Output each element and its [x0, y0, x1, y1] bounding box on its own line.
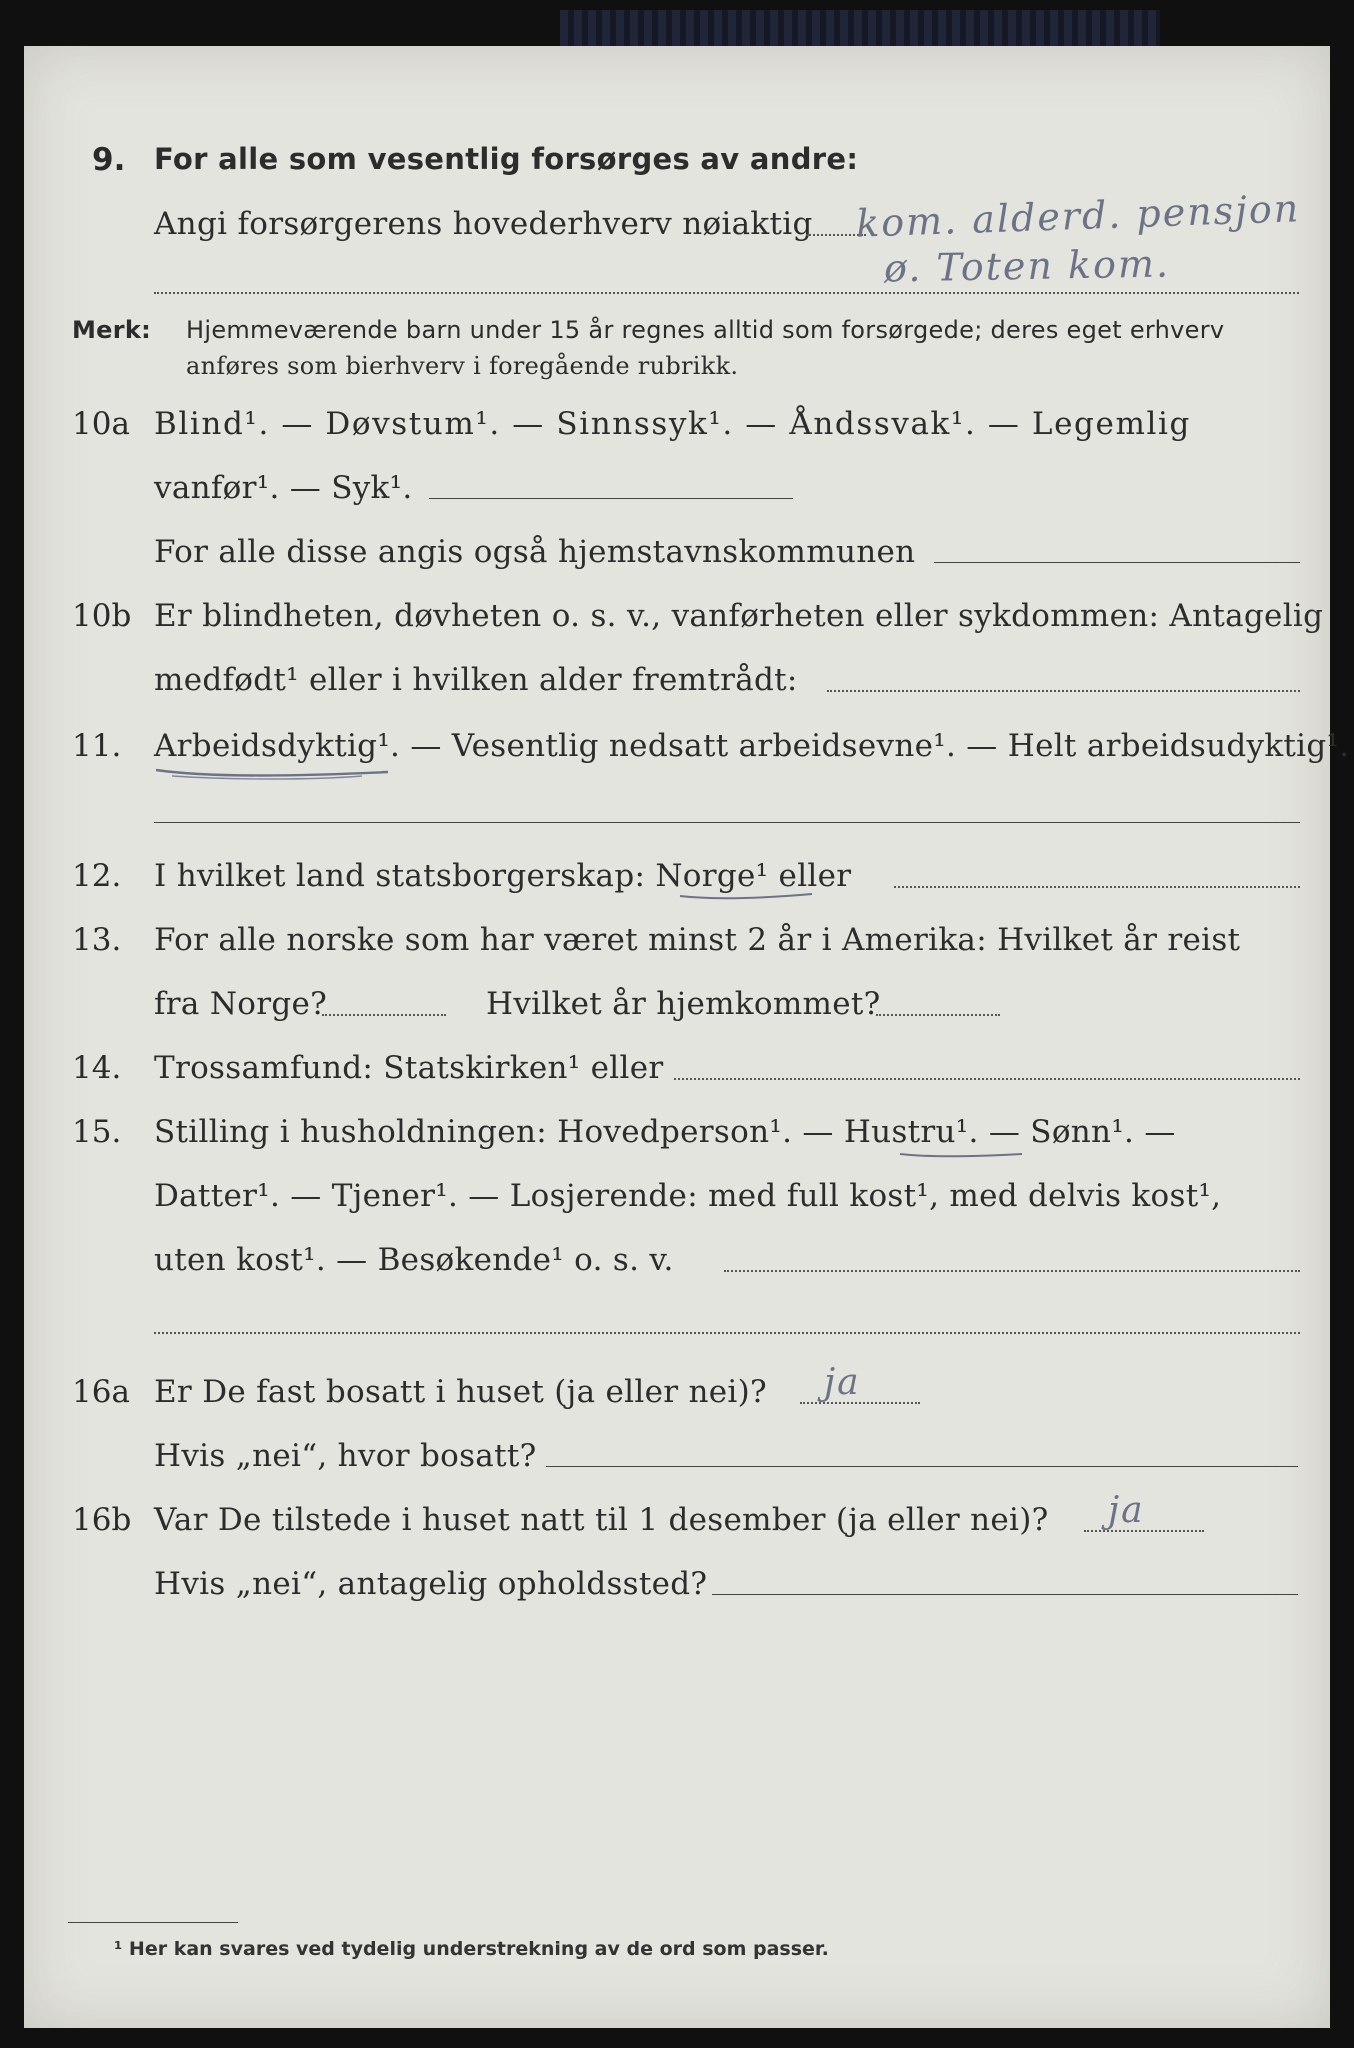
q15-answer-line — [724, 1270, 1300, 1272]
merk-line1: Hjemmeværende barn under 15 år regnes alltid som forsørgede; deres eget erhverv — [186, 316, 1225, 344]
q16b-line2: Hvis „nei“, antagelig opholdssted? — [154, 1566, 708, 1602]
q9-line2: Angi forsørgerens hovederhverv nøiaktig — [154, 206, 813, 242]
q15-pencil-underline — [896, 1144, 1026, 1164]
q10b-number: 10b — [72, 598, 132, 634]
footnote-text: ¹ Her kan svares ved tydelig understrekning av de ord som passer. — [114, 1938, 829, 1960]
q9-answer-line2 — [154, 292, 1299, 294]
q12-line1: I hvilket land statsborgerskap: Norge¹ eller — [154, 858, 852, 894]
q15-number: 15. — [72, 1114, 122, 1150]
q16b-line1: Var De tilstede i huset natt til 1 desember (ja eller nei)? — [154, 1502, 1049, 1538]
q14-answer-line — [674, 1078, 1300, 1080]
q12-number: 12. — [72, 858, 122, 894]
q16a-number: 16a — [72, 1374, 130, 1410]
q16a-handwritten-answer: ja — [824, 1362, 861, 1403]
q16a-line1: Er De fast bosatt i huset (ja eller nei)? — [154, 1374, 767, 1410]
q10b-line2: medfødt¹ eller i hvilken alder fremtrådt: — [154, 662, 798, 698]
q14-number: 14. — [72, 1050, 122, 1086]
q16a-bosatt-line — [546, 1466, 1298, 1467]
q10a-kommune-line — [934, 562, 1300, 563]
q11-number: 11. — [72, 728, 122, 764]
q9-handwritten-answer1: kom. alderd. pensjon — [855, 186, 1301, 246]
q10a-line1: Blind¹. — Døvstum¹. — Sinnssyk¹. — Åndssvak¹. — Legemlig — [154, 406, 1191, 442]
q13-number: 13. — [72, 922, 122, 958]
film-edge-strip — [560, 10, 1160, 46]
q15-line2: Datter¹. — Tjener¹. — Losjerende: med full kost¹, med delvis kost¹, — [154, 1178, 1222, 1214]
merk-label: Merk: — [72, 316, 152, 344]
q11-line1: Arbeidsdyktig¹. — Vesentlig nedsatt arbeidsevne¹. — Helt arbeidsudyktig¹. — [154, 728, 1350, 764]
q16b-handwritten-answer: ja — [1108, 1490, 1145, 1531]
q11-pencil-underline — [152, 758, 392, 782]
q9-number: 9. — [92, 142, 126, 178]
q12-answer-line — [894, 886, 1300, 888]
q15-line3: uten kost¹. — Besøkende¹ o. s. v. — [154, 1242, 674, 1278]
q13-line2b: Hvilket år hjemkommet? — [486, 986, 881, 1022]
q10a-line3: For alle disse angis også hjemstavnskommunen — [154, 534, 916, 570]
q10b-answer-line — [827, 690, 1300, 692]
q10a-syk-line — [429, 498, 793, 499]
q11-answer-line — [154, 822, 1300, 823]
q13-line1: For alle norske som har været minst 2 år i Amerika: Hvilket år reist — [154, 922, 1241, 958]
q9-handwritten-answer2: ø. Toten kom. — [883, 241, 1171, 291]
q15-line1: Stilling i husholdningen: Hovedperson¹. — Hustru¹. — Sønn¹. — — [154, 1114, 1176, 1150]
q15-answer-line2 — [154, 1332, 1300, 1334]
q16b-number: 16b — [72, 1502, 132, 1538]
q16b-opholdssted-line — [712, 1594, 1298, 1595]
q13-line2a: fra Norge? — [154, 986, 328, 1022]
footnote-rule — [68, 1922, 238, 1923]
q10b-line1: Er blindheten, døvheten o. s. v., vanførheten eller sykdommen: Antagelig — [154, 598, 1324, 634]
q13-reist-line — [322, 1014, 446, 1016]
q13-hjemkommet-line — [876, 1014, 1000, 1016]
q10a-line2: vanfør¹. — Syk¹. — [154, 470, 413, 506]
merk-line2: anføres som bierhverv i foregående rubrikk. — [186, 352, 739, 380]
q16a-line2: Hvis „nei“, hvor bosatt? — [154, 1438, 537, 1474]
q9-line1: For alle som vesentlig forsørges av andre: — [154, 142, 859, 176]
q10a-number: 10a — [72, 406, 130, 442]
q12-pencil-underline — [676, 886, 816, 906]
census-form-page — [24, 46, 1350, 2028]
q14-line1: Trossamfund: Statskirken¹ eller — [154, 1050, 664, 1086]
